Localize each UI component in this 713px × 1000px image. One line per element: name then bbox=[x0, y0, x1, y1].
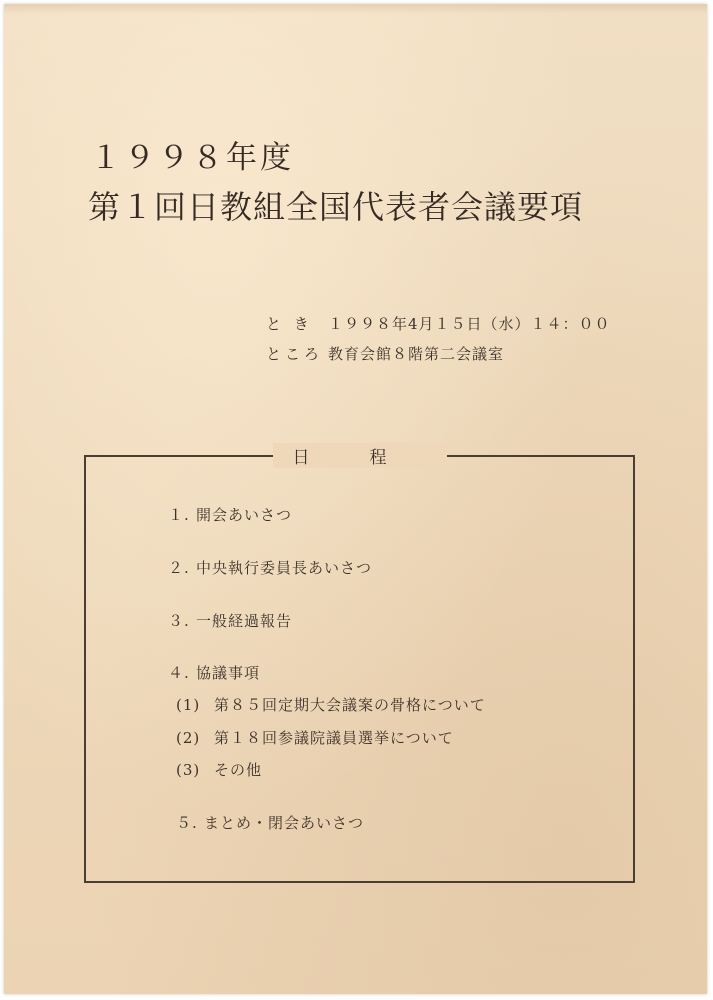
agenda-item bbox=[168, 662, 260, 683]
agenda-sub-item bbox=[176, 759, 262, 780]
agenda-item-number: ４. bbox=[168, 664, 190, 682]
document-title-year: １９９８年度 bbox=[90, 140, 294, 176]
agenda-item-number: １. bbox=[168, 506, 190, 524]
agenda-item-text: 中央執行委員長あいさつ bbox=[196, 559, 373, 577]
agenda-item-number: ３. bbox=[168, 612, 190, 630]
date-value: １９９８年4月１５日（水）１４：００ bbox=[328, 315, 611, 333]
agenda-sub-item bbox=[176, 727, 454, 748]
agenda-item bbox=[176, 812, 364, 833]
schedule-box bbox=[84, 448, 635, 883]
agenda-item bbox=[168, 610, 292, 631]
place-label: ところ bbox=[266, 345, 324, 363]
agenda-item-number: ５. bbox=[176, 814, 198, 832]
agenda-item bbox=[168, 557, 372, 578]
date-label: と き bbox=[266, 315, 313, 333]
agenda-item bbox=[168, 504, 292, 525]
agenda-sub-item-text: その他 bbox=[214, 761, 263, 779]
place-value: 教育会館８階第二会議室 bbox=[328, 345, 505, 363]
schedule-heading: 日程 bbox=[273, 443, 447, 468]
paper-edge-shading bbox=[4, 4, 707, 14]
agenda-item-number: ２. bbox=[168, 559, 190, 577]
agenda-sub-item bbox=[176, 694, 486, 715]
meeting-place-line bbox=[266, 343, 504, 364]
agenda-sub-item-text: 第１８回参議院議員選挙について bbox=[214, 729, 454, 747]
document-page bbox=[4, 4, 707, 994]
agenda-item-text: まとめ・閉会あいさつ bbox=[204, 814, 365, 832]
agenda-sub-item-number: (2) bbox=[176, 729, 201, 747]
agenda-sub-item-number: (1) bbox=[176, 696, 201, 714]
agenda-sub-item-number: (3) bbox=[176, 761, 201, 779]
meeting-date-line bbox=[266, 313, 611, 334]
agenda-item-text: 協議事項 bbox=[196, 664, 261, 682]
agenda-item-text: 一般経過報告 bbox=[196, 612, 293, 630]
agenda-sub-item-text: 第８５回定期大会議案の骨格について bbox=[214, 696, 486, 714]
document-title: 第１回日教組全国代表者会議要項 bbox=[88, 188, 584, 226]
agenda-item-text: 開会あいさつ bbox=[196, 506, 293, 524]
